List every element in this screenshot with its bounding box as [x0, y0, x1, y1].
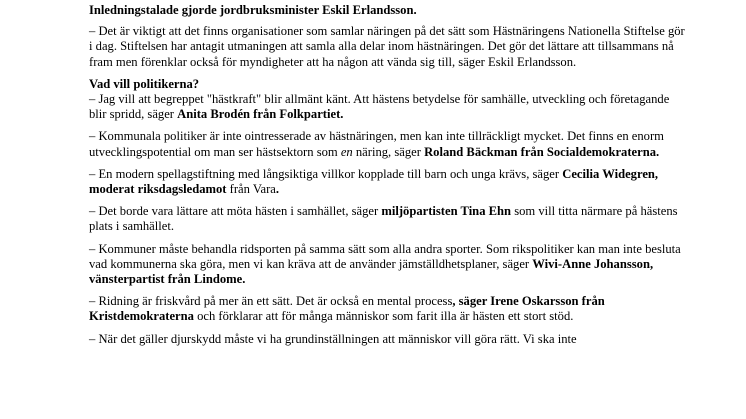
document-body	[89, 3, 689, 354]
politician-name: Cecilia Widegren, moderat riksdagsledamot	[89, 166, 659, 197]
intro-paragraph: – Det är viktigt att det finns organisationer som samlar näringen på det sätt som Hästnäringens Nationella Stiftelse gör i dag. Stiftelsen har antagit utmaningen att samla alla delar inom hästnäringen. Det gör det lättare att tillsammans nå fram men förenklar också för myndigheter att ha någon att vända sig till, säger Eskil Erlandsson.	[89, 24, 685, 69]
quote-text: och förklarar att för många människor som farit illa är hästen ett stort stöd.	[193, 309, 574, 324]
quote-text: – Det borde vara lättare att möta hästen i samhället, säger	[89, 204, 382, 219]
quote-text: – Kommuner måste behandla ridsporten på samma sätt som alla andra sporter. Som rikspolitiker kan man inte besluta vad kommunerna ska göra, men vi kan kräva att de använder jämställdhetsplaner, säger	[89, 241, 681, 271]
politician-name: miljöpartisten Tina Ehn	[381, 204, 512, 219]
quote-paragraph-widegren	[89, 167, 689, 197]
quote-text: från Vara	[226, 182, 276, 197]
quote-text: – Jag vill att begreppet "hästkraft" blir allmänt känt. Att hästens betydelse för samhälle, utveckling och företagande blir spridd, säger	[89, 92, 670, 122]
quote-end: .	[275, 182, 280, 197]
quote-paragraph-ehn	[89, 204, 689, 234]
quote-paragraph-backman	[89, 129, 689, 159]
quote-text: näring, säger	[352, 144, 425, 159]
quote-text: – Kommunala politiker är inte ointresserade av hästnäringen, men kan inte tillräckligt mycket. Det finns en enorm utvecklingspotential om man ser hästsektorn som	[89, 129, 664, 159]
intro-heading: Inledningstalade gjorde jordbruksminister Eskil Erlandsson.	[89, 3, 417, 17]
section-heading: Vad vill politikerna?	[89, 76, 200, 91]
politician-name: Roland Bäckman från Socialdemokraterna.	[424, 144, 660, 159]
quote-text: – Ridning är friskvård på mer än ett sätt. Det är också en mental process	[89, 294, 453, 309]
politician-name: Wivi-Anne Johansson, vänsterpartist från Lindome.	[89, 256, 654, 287]
politician-name: , säger Irene Oskarsson från Kristdemokraterna	[89, 294, 605, 324]
quote-paragraph-broden	[89, 92, 689, 122]
quote-text: som vill titta närmare på hästens plats i samhället.	[89, 204, 678, 234]
quote-paragraph-johansson	[89, 242, 689, 288]
last-paragraph: – När det gäller djurskydd måste vi ha grundinställningen att människor vill göra rätt. Vi ska inte	[89, 331, 577, 346]
politician-name: Anita Brodén från Folkpartiet.	[177, 107, 344, 122]
quote-text: – En modern spellagstiftning med långsiktiga villkor kopplade till barn och unga krävs, säger	[89, 166, 563, 181]
quote-paragraph-oskarsson	[89, 294, 689, 324]
emphasis-text: en	[340, 144, 353, 159]
